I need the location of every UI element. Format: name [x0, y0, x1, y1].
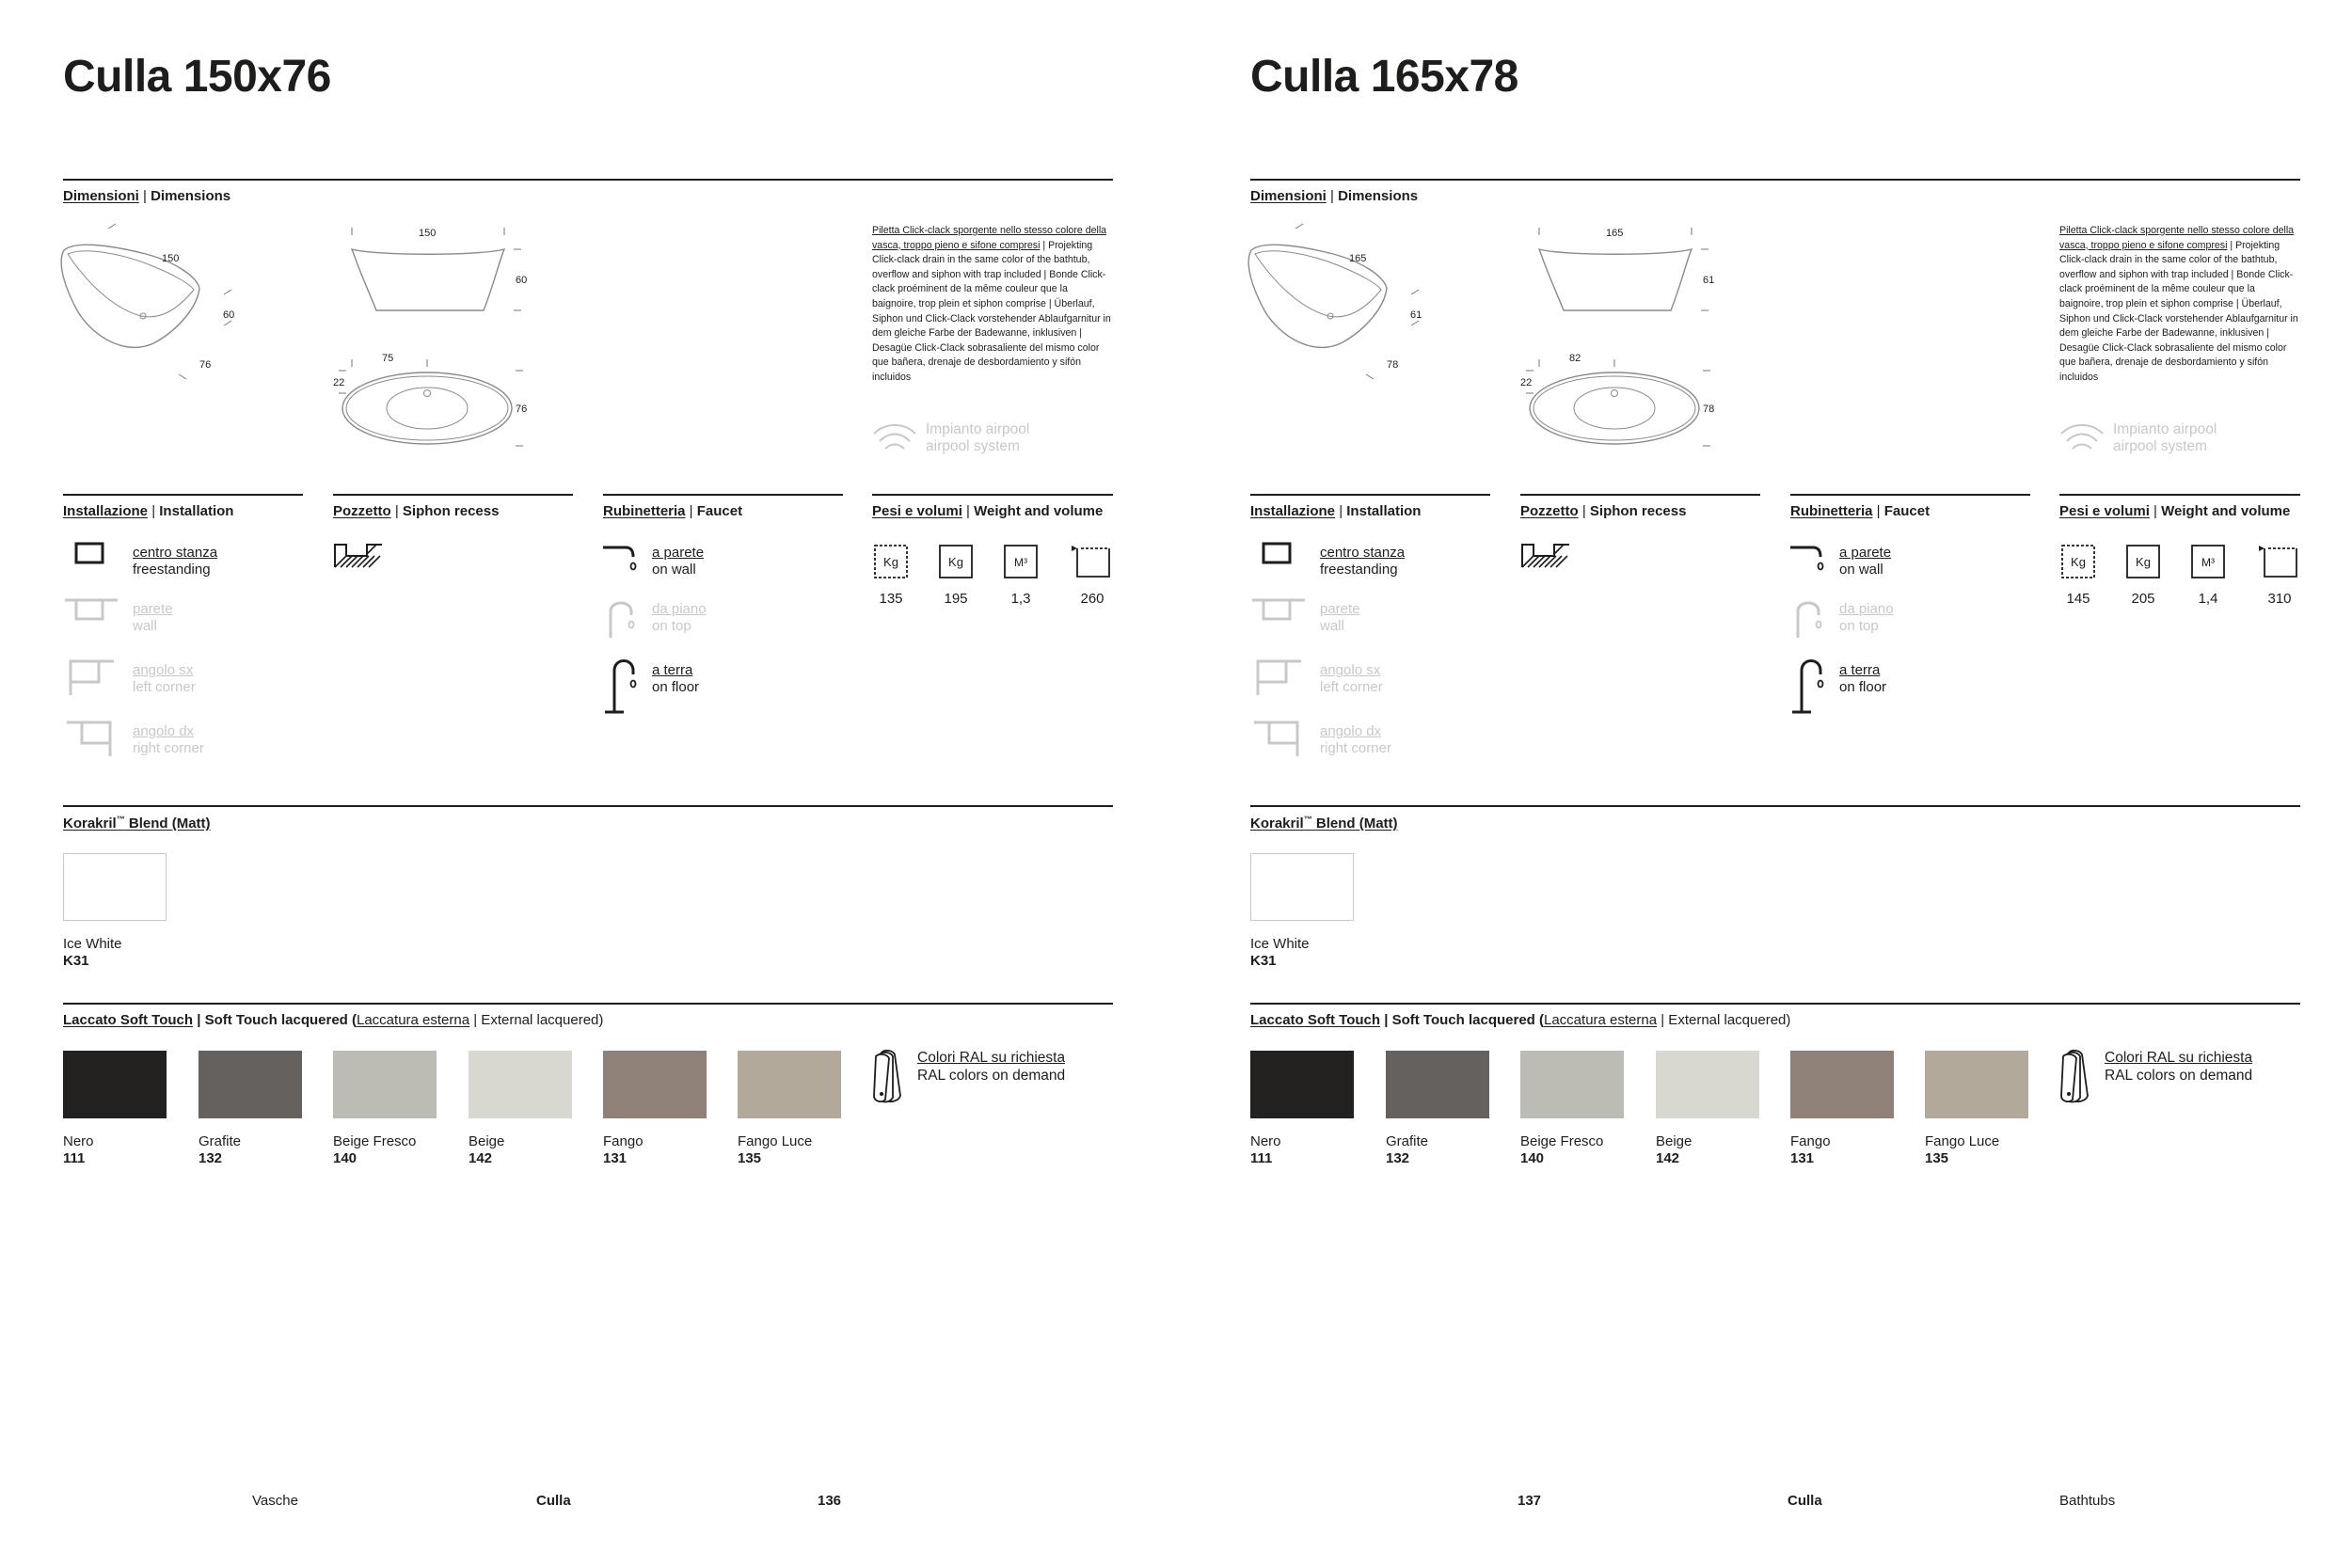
weights-header: Pesi e volumi | Weight and volume — [872, 503, 1104, 519]
ral-fan-deck-icon — [872, 1049, 910, 1105]
front-height-label: 61 — [1703, 275, 1715, 286]
dim-width-label: 76 — [199, 359, 212, 371]
airpool-option — [2059, 419, 2304, 460]
swatch-chip — [1925, 1051, 2028, 1118]
airpool-label-en: airpool system — [2113, 438, 2207, 454]
drain-description: Piletta Click-clack sporgente nello stesso colore della vasca, troppo pieno e sifone compresi | Projekting Click-clack drain in the same color of the bathtub, overflow and siphon with trap included | Bonde Click-clack proéminent de la même couleur que la baignoire, trop plein et siphon comprise | Überlauf, Siphon und Click-Clack vorstehender Ablaufgarnitur in dem gleiche Farbe der Badewanne, inklusiven | Desagüe Click-Clack sobrasaliente del mismo color que bañera, drenaje de desbordamiento y sifón incluidos — [2059, 225, 2298, 383]
section-divider — [1790, 494, 2030, 496]
swatch-chip — [603, 1051, 707, 1118]
installation-right-corner: angolo dx right corner — [63, 717, 303, 764]
swatch-code: 140 — [1520, 1150, 1545, 1166]
footer-section: Bathtubs — [2059, 1493, 2116, 1509]
volume-item — [2185, 543, 2232, 607]
dim-length-label: 165 — [1349, 253, 1367, 264]
korakril-header: Korakril™ Blend (Matt) — [63, 815, 211, 832]
ral-fan-deck-icon — [2059, 1049, 2097, 1105]
dim-height-label: 61 — [1410, 309, 1422, 321]
swatch-name: Beige — [469, 1133, 505, 1149]
section-divider — [63, 494, 303, 496]
swatch-code: 131 — [1790, 1150, 1815, 1166]
installation-header: Installazione | Installation — [63, 503, 234, 519]
dimensions-header: Dimensioni | Dimensions — [1250, 188, 1419, 204]
wall-install-icon — [1250, 594, 1307, 641]
siphon-recess-icon — [333, 543, 384, 569]
deck-faucet-icon — [603, 594, 660, 641]
color-swatch-grafite — [199, 1051, 302, 1167]
swatch-code: 111 — [1250, 1150, 1273, 1166]
top-view-drawing — [1517, 350, 1724, 453]
swatch-name: Grafite — [199, 1133, 242, 1149]
capacity-value: 260 — [1080, 591, 1104, 607]
swatch-code: 140 — [333, 1150, 358, 1166]
net-weight-icon — [2059, 543, 2097, 580]
color-swatch-fango — [1790, 1051, 1894, 1167]
airpool-waves-icon — [2059, 420, 2105, 454]
gross-weight-item — [932, 543, 979, 607]
swatch-code: 131 — [603, 1150, 628, 1166]
swatch-chip — [1790, 1051, 1894, 1118]
installation-freestanding: centro stanza freestanding — [1250, 538, 1490, 585]
ral-on-demand-note — [2059, 1049, 2342, 1109]
ral-label-it: Colori RAL su richiesta — [2105, 1050, 2253, 1066]
capacity-icon — [1072, 543, 1113, 580]
swatch-name: Fango — [603, 1133, 644, 1149]
deck-faucet-icon — [1790, 594, 1847, 641]
swatch-chip — [738, 1051, 841, 1118]
footer-page-number: 137 — [1518, 1493, 1542, 1509]
installation-wall: parete wall — [63, 594, 303, 641]
freestanding-icon — [63, 538, 119, 585]
airpool-label-it: Impianto airpool — [926, 421, 1030, 437]
svg-text:M³: M³ — [1014, 556, 1027, 569]
installation-left-corner: angolo sx left corner — [63, 656, 303, 703]
siphon-header: Pozzetto | Siphon recess — [333, 503, 500, 519]
siphon-recess-icon — [1520, 543, 1571, 569]
perspective-view-drawing — [56, 224, 245, 384]
section-divider — [603, 494, 843, 496]
lacquer-header: Laccato Soft Touch | Soft Touch lacquered (Laccatura esterna | External lacquered) — [1250, 1012, 1791, 1028]
gross-weight-icon — [2124, 543, 2162, 580]
installation-freestanding: centro stanza freestanding — [63, 538, 303, 585]
korakril-header: Korakril™ Blend (Matt) — [1250, 815, 1398, 832]
airpool-label-it: Impianto airpool — [2113, 421, 2217, 437]
top-offset-label: 22 — [333, 377, 345, 388]
front-length-label: 165 — [1606, 228, 1624, 239]
net-weight-value: 135 — [879, 591, 903, 607]
swatch-chip — [469, 1051, 572, 1118]
dim-height-label: 60 — [223, 309, 235, 321]
color-swatch-fango — [603, 1051, 707, 1167]
net-weight-item — [867, 543, 914, 607]
section-divider — [63, 179, 1113, 181]
swatch-chip — [1520, 1051, 1624, 1118]
swatch-name: Nero — [1250, 1133, 1281, 1149]
top-offset-label: 22 — [1520, 377, 1533, 388]
color-swatch-grafite — [1386, 1051, 1489, 1167]
swatch-chip — [1250, 1051, 1354, 1118]
net-weight-icon — [872, 543, 910, 580]
net-weight-value: 145 — [2066, 591, 2090, 607]
svg-text:M³: M³ — [2201, 556, 2215, 569]
dim-length-label: 150 — [162, 253, 180, 264]
volume-item — [997, 543, 1044, 607]
faucet-on-wall: a parete on wall — [603, 538, 843, 585]
airpool-waves-icon — [872, 420, 917, 454]
front-height-label: 60 — [516, 275, 528, 286]
gross-weight-value: 195 — [944, 591, 968, 607]
swatch-name: Beige — [1656, 1133, 1692, 1149]
footer-section: Vasche — [252, 1493, 298, 1509]
svg-text:Kg: Kg — [2071, 555, 2086, 569]
color-swatch-fango-luce — [738, 1051, 841, 1167]
gross-weight-icon — [937, 543, 975, 580]
color-swatch-beige-fresco — [333, 1051, 437, 1167]
swatch-name: Fango Luce — [738, 1133, 813, 1149]
dimensions-header: Dimensioni | Dimensions — [63, 188, 231, 204]
page-title: Culla 150x76 — [63, 52, 331, 102]
swatch-name: Grafite — [1386, 1133, 1429, 1149]
section-divider — [333, 494, 573, 496]
perspective-view-drawing — [1244, 224, 1432, 384]
lacquer-header: Laccato Soft Touch | Soft Touch lacquered (Laccatura esterna | External lacquered) — [63, 1012, 604, 1028]
section-divider — [63, 1003, 1113, 1005]
section-divider — [63, 805, 1113, 807]
section-divider — [1520, 494, 1760, 496]
section-divider — [1250, 179, 2300, 181]
swatch-code: 135 — [1925, 1150, 1949, 1166]
capacity-value: 310 — [2267, 591, 2292, 607]
net-weight-item — [2055, 543, 2102, 607]
volume-icon — [1002, 543, 1040, 580]
wall-faucet-icon — [1790, 538, 1847, 585]
swatch-name: Fango — [1790, 1133, 1831, 1149]
top-inner-label: 75 — [382, 353, 394, 364]
footer-product: Culla — [536, 1493, 571, 1509]
ral-label-en: RAL colors on demand — [2105, 1068, 2253, 1084]
capacity-item — [1069, 543, 1116, 607]
swatch-chip — [63, 853, 167, 921]
right-corner-icon — [1250, 717, 1307, 764]
ral-label-en: RAL colors on demand — [917, 1068, 1066, 1084]
swatch-code: 142 — [469, 1150, 493, 1166]
swatch-name: Nero — [63, 1133, 94, 1149]
front-view-drawing — [339, 224, 536, 318]
ral-on-demand-note — [872, 1049, 1154, 1109]
volume-icon — [2189, 543, 2227, 580]
faucet-on-floor: a terra on floor — [1790, 656, 2030, 714]
siphon-header: Pozzetto | Siphon recess — [1520, 503, 1687, 519]
color-swatch-nero — [1250, 1051, 1354, 1167]
gross-weight-value: 205 — [2131, 591, 2155, 607]
swatch-code: K31 — [63, 953, 89, 969]
swatch-chip — [1250, 853, 1354, 921]
section-divider — [872, 494, 1113, 496]
swatch-name: Beige Fresco — [1520, 1133, 1604, 1149]
swatch-code: 132 — [1386, 1150, 1410, 1166]
swatch-name: Fango Luce — [1925, 1133, 2000, 1149]
wall-install-icon — [63, 594, 119, 641]
section-divider — [1250, 494, 1490, 496]
drain-description: Piletta Click-clack sporgente nello stesso colore della vasca, troppo pieno e sifone compresi | Projekting Click-clack drain in the same color of the bathtub, overflow and siphon with trap included | Bonde Click-clack proéminent de la même couleur que la baignoire, trop plein et siphon comprise | Überlauf, Siphon und Click-Clack vorstehender Ablaufgarnitur in dem gleiche Farbe der Badewanne, inklusiven | Desagüe Click-Clack sobrasaliente del mismo color que bañera, drenaje de desbordamiento y sifón incluidos — [872, 225, 1111, 383]
color-swatch-beige — [1656, 1051, 1759, 1167]
ral-label-it: Colori RAL su richiesta — [917, 1050, 1066, 1066]
freestanding-icon — [1250, 538, 1307, 585]
installation-left-corner: angolo sx left corner — [1250, 656, 1490, 703]
swatch-name: Ice White — [63, 936, 122, 952]
top-width-label: 76 — [516, 404, 528, 415]
airpool-label-en: airpool system — [926, 438, 1020, 454]
left-corner-icon — [1250, 656, 1307, 703]
dim-width-label: 78 — [1387, 359, 1399, 371]
color-swatch-beige — [469, 1051, 572, 1167]
top-view-drawing — [329, 350, 536, 453]
faucet-on-wall: a parete on wall — [1790, 538, 2030, 585]
catalog-page — [1187, 0, 2352, 1568]
page-title: Culla 165x78 — [1250, 52, 1518, 102]
swatch-name: Beige Fresco — [333, 1133, 417, 1149]
color-swatch-ice-white — [63, 853, 167, 970]
faucet-on-floor: a terra on floor — [603, 656, 843, 714]
svg-text:Kg: Kg — [883, 555, 898, 569]
installation-right-corner: angolo dx right corner — [1250, 717, 1490, 764]
color-swatch-nero — [63, 1051, 167, 1167]
front-length-label: 150 — [419, 228, 437, 239]
airpool-option — [872, 419, 1117, 460]
swatch-code: 135 — [738, 1150, 762, 1166]
color-swatch-fango-luce — [1925, 1051, 2028, 1167]
section-divider — [1250, 805, 2300, 807]
front-view-drawing — [1526, 224, 1724, 318]
installation-header: Installazione | Installation — [1250, 503, 1422, 519]
faucet-header: Rubinetteria | Faucet — [1790, 503, 1931, 519]
swatch-chip — [63, 1051, 167, 1118]
top-inner-label: 82 — [1569, 353, 1581, 364]
swatch-code: K31 — [1250, 953, 1277, 969]
faucet-on-top: da piano on top — [603, 594, 843, 641]
swatch-code: 111 — [63, 1150, 86, 1166]
footer-product: Culla — [1788, 1493, 1822, 1509]
wall-faucet-icon — [603, 538, 660, 585]
swatch-chip — [199, 1051, 302, 1118]
left-corner-icon — [63, 656, 119, 703]
swatch-chip — [333, 1051, 437, 1118]
floor-faucet-icon — [603, 656, 660, 714]
weights-header: Pesi e volumi | Weight and volume — [2059, 503, 2291, 519]
swatch-name: Ice White — [1250, 936, 1310, 952]
swatch-code: 132 — [199, 1150, 223, 1166]
swatch-code: 142 — [1656, 1150, 1680, 1166]
color-swatch-ice-white — [1250, 853, 1354, 970]
top-width-label: 78 — [1703, 404, 1715, 415]
capacity-icon — [2259, 543, 2300, 580]
svg-text:Kg: Kg — [2136, 555, 2151, 569]
right-corner-icon — [63, 717, 119, 764]
volume-value: 1,3 — [1010, 591, 1031, 607]
footer-page-number: 136 — [818, 1493, 842, 1509]
faucet-header: Rubinetteria | Faucet — [603, 503, 743, 519]
swatch-chip — [1656, 1051, 1759, 1118]
floor-faucet-icon — [1790, 656, 1847, 714]
capacity-item — [2256, 543, 2303, 607]
faucet-on-top: da piano on top — [1790, 594, 2030, 641]
color-swatch-beige-fresco — [1520, 1051, 1624, 1167]
installation-wall: parete wall — [1250, 594, 1490, 641]
section-divider — [1250, 1003, 2300, 1005]
gross-weight-item — [2120, 543, 2167, 607]
volume-value: 1,4 — [2198, 591, 2218, 607]
swatch-chip — [1386, 1051, 1489, 1118]
section-divider — [2059, 494, 2300, 496]
svg-text:Kg: Kg — [948, 555, 963, 569]
